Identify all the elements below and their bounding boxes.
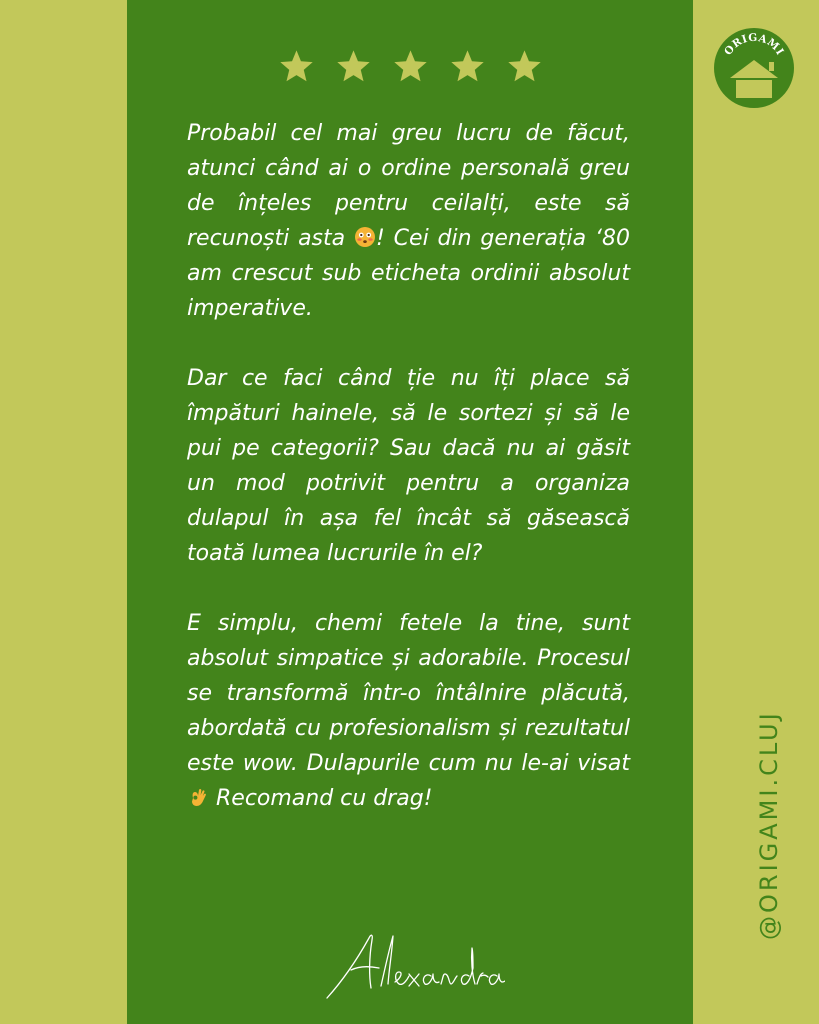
star-icon — [449, 48, 486, 85]
star-icon — [506, 48, 543, 85]
svg-text:ORIGAMI: ORIGAMI — [722, 31, 786, 58]
review-panel — [127, 0, 693, 1024]
review-paragraph: E simplu, chemi fetele la tine, sunt absolut simpatice și adorabile. Procesul se transformă într-o întâlnire plăcută, abordată cu profesionalism și rezultatul este wow. Dulapurile cum nu le-ai visat Recomand cu drag! — [187, 611, 630, 811]
ok-hand-emoji-icon — [187, 786, 209, 808]
star-icon — [392, 48, 429, 85]
instagram-handle: @ORIGAMI.CLUJ — [755, 710, 783, 940]
review-paragraph: Dar ce faci când ție nu îți place să împături hainele, să le sortezi și să le pui pe categorii? Sau dacă nu ai găsit un mod potrivit pentru a organiza dulapul în așa fel încât să găsească toată lumea lucrurile în el? — [187, 366, 630, 566]
review-paragraph: Probabil cel mai greu lucru de făcut, atunci când ai o ordine personală greu de înțeles pentru ceilalți, este să recunoști asta ! Cei din generația ‘80 am crescut sub eticheta ordinii absolut imperative. — [187, 121, 630, 321]
star-icon — [335, 48, 372, 85]
star-rating — [127, 48, 693, 85]
house-icon — [714, 28, 794, 108]
signature-alexandra — [325, 928, 505, 1000]
star-icon — [278, 48, 315, 85]
flushed-face-emoji-icon — [354, 226, 376, 248]
review-text — [187, 116, 630, 816]
origami-logo — [714, 28, 794, 108]
